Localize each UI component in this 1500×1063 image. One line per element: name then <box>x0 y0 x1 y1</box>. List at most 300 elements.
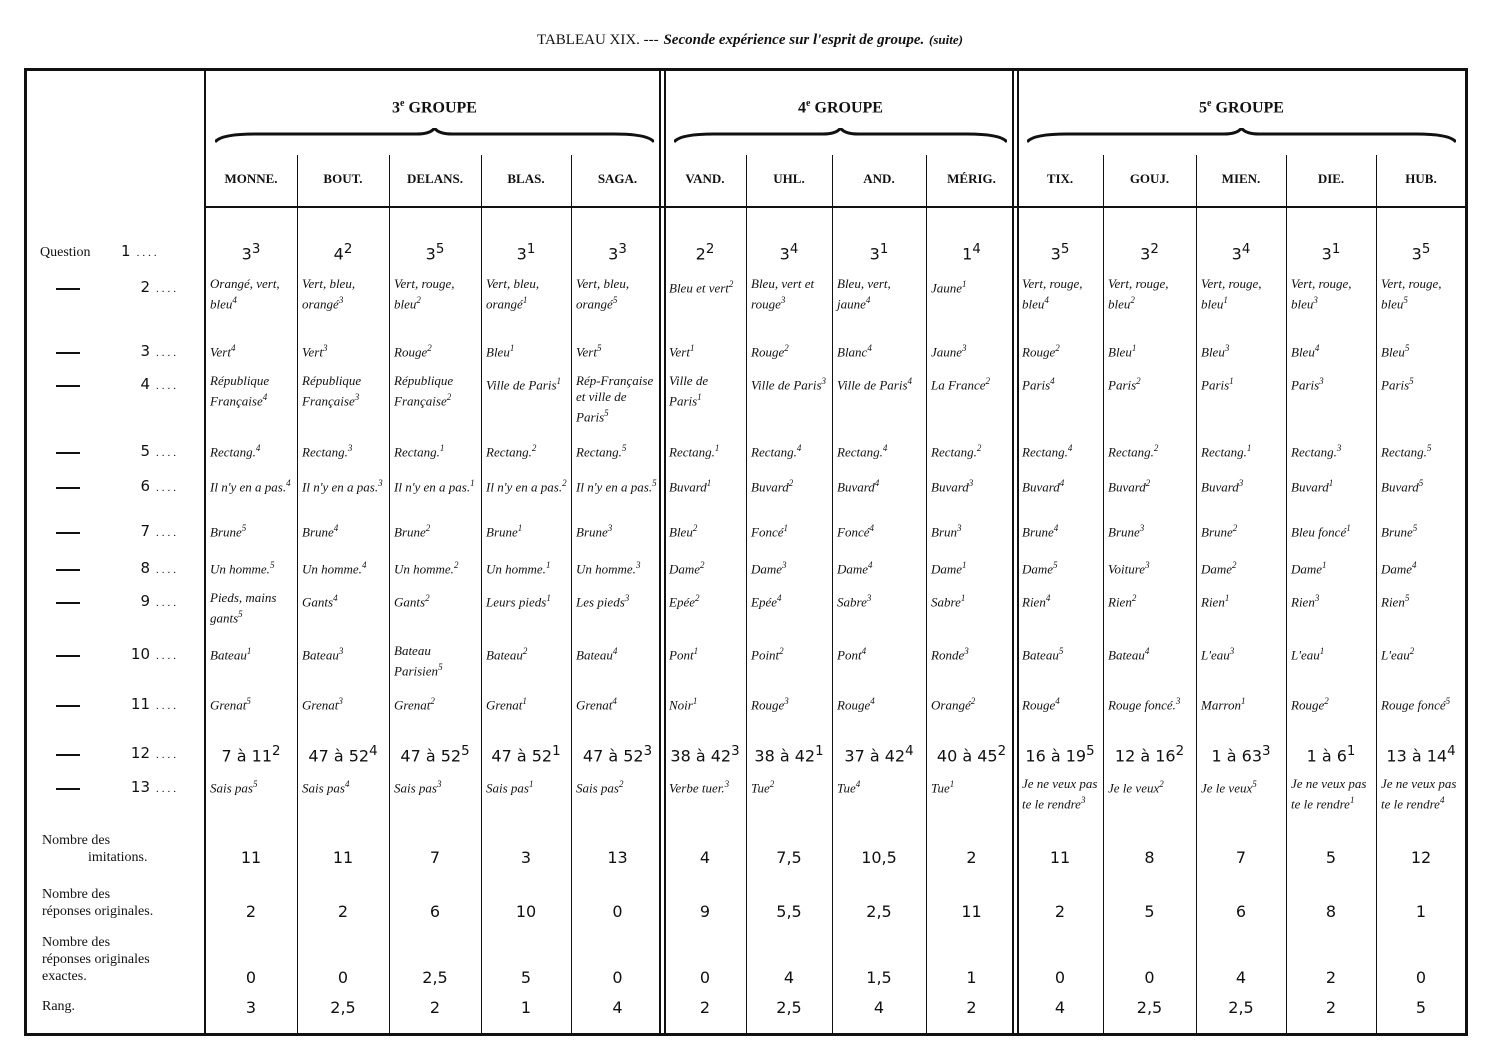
answer-text: Rectang. <box>669 444 715 460</box>
summary-value: 4 <box>1054 998 1066 1017</box>
summary-value: 7,5 <box>776 848 802 867</box>
answer-cell <box>486 643 568 663</box>
answer-cell <box>751 440 829 460</box>
answer-rank: 1 <box>960 593 966 603</box>
answer-cell <box>926 242 1017 263</box>
answer-cell <box>576 373 661 425</box>
answer-text: Vert, bleu, orangé <box>486 276 540 312</box>
answer-text: Rectang. <box>210 444 256 460</box>
answer-rank: 2 <box>446 392 452 402</box>
answer-text: Bateau <box>1022 647 1059 663</box>
answer-cell <box>751 276 829 312</box>
summary-value: 6 <box>429 902 441 921</box>
answer-cell <box>1108 276 1193 312</box>
answer-cell <box>931 643 1014 663</box>
answer-cell <box>746 744 832 765</box>
answer-text: Voiture <box>1108 561 1146 577</box>
answer-text: Sais pas <box>486 780 529 796</box>
answer-cell <box>486 590 568 610</box>
answer-text: Dame <box>1381 561 1413 577</box>
answer-rank: 4 <box>232 295 237 305</box>
answer-text: 47 à 52 <box>491 746 553 766</box>
group-title-4 <box>664 98 1017 117</box>
answer-cell <box>1108 693 1193 713</box>
answer-cell <box>394 340 478 360</box>
answer-text: Ronde <box>931 647 965 663</box>
summary-label-line: réponses originales <box>42 952 150 967</box>
answer-rank: 1 <box>439 443 445 453</box>
answer-cell <box>1291 520 1373 540</box>
answer-text: Rien <box>1108 594 1132 610</box>
group-brace <box>674 128 1007 144</box>
answer-rank: 2 <box>976 443 982 453</box>
column-header: SAGA. <box>597 171 638 186</box>
answer-text: Bleu <box>669 524 693 540</box>
answer-text: 3 <box>425 244 436 264</box>
leader-dots: .... <box>156 700 179 712</box>
column-header: DIE. <box>1317 171 1345 186</box>
leader-dots: .... <box>156 597 179 609</box>
answer-text: Grenat <box>576 697 613 713</box>
answer-rank: 2 <box>1324 696 1329 706</box>
answer-rank: 3 <box>618 242 627 257</box>
answer-cell <box>302 440 386 460</box>
answer-cell <box>931 590 1014 610</box>
answer-rank: 2 <box>1232 560 1237 570</box>
answer-rank: 2 <box>425 523 431 533</box>
answer-text: Bateau <box>1108 647 1145 663</box>
answer-cell <box>1201 276 1283 312</box>
answer-cell <box>837 340 923 360</box>
answer-text: Buvard <box>1381 479 1419 495</box>
summary-value: 0 <box>245 968 257 987</box>
answer-rank: 3 <box>964 646 969 656</box>
answer-text: 2 <box>695 244 706 264</box>
group-divider-right-b <box>1017 70 1019 1034</box>
answer-text: Les pieds <box>576 594 625 610</box>
summary-value: 7 <box>1235 848 1247 867</box>
answer-text: 47 à 52 <box>582 746 644 766</box>
answer-rank: 2 <box>1055 343 1060 353</box>
summary-row-label <box>42 832 202 866</box>
answer-cell <box>302 520 386 540</box>
answer-text: Buvard <box>837 479 875 495</box>
answer-rank: 1 <box>962 279 967 289</box>
answer-text: Vert <box>210 344 231 360</box>
answer-cell <box>837 643 923 663</box>
answer-rank: 5 <box>241 523 247 533</box>
leader-dots: .... <box>156 749 179 761</box>
answer-text: 38 à 42 <box>754 746 816 766</box>
answer-rank: 2 <box>1175 744 1185 759</box>
answer-text: Epée <box>751 594 777 610</box>
answer-rank: 1 <box>949 779 955 789</box>
answer-cell <box>931 776 1014 796</box>
answer-cell <box>669 340 743 360</box>
answer-cell <box>486 557 568 577</box>
answer-text: Il n'y en a pas. <box>210 479 287 495</box>
answer-rank: 2 <box>1153 443 1159 453</box>
answer-text: Marron <box>1201 697 1241 713</box>
question-row-label <box>40 342 179 361</box>
answer-text: Paris <box>1108 377 1137 393</box>
answer-cell <box>210 276 294 312</box>
answer-text: Buvard <box>751 479 789 495</box>
question-word: Question <box>40 245 91 260</box>
answer-cell <box>1022 643 1100 663</box>
answer-cell <box>486 475 568 495</box>
answer-text: Dame <box>669 561 701 577</box>
answer-text: Orangé <box>931 697 971 713</box>
answer-cell <box>481 242 571 263</box>
header-bottom-rule <box>205 206 1467 208</box>
answer-cell <box>1381 475 1463 495</box>
summary-value: 2 <box>245 902 257 921</box>
answer-rank: 3 <box>251 242 261 257</box>
answer-rank: 1 <box>693 646 699 656</box>
answer-cell <box>394 520 478 540</box>
answer-rank: 1 <box>706 478 712 488</box>
answer-rank: 2 <box>562 478 567 488</box>
answer-rank: 3 <box>1314 593 1320 603</box>
answer-cell <box>751 520 829 540</box>
answer-cell <box>1108 440 1193 460</box>
answer-rank: 4 <box>1045 593 1051 603</box>
answer-rank: 4 <box>865 295 871 305</box>
question-number: 10 <box>130 645 150 663</box>
answer-text: Vert, rouge, bleu <box>1022 276 1083 312</box>
answer-text: Rép-Française et ville de Paris <box>576 373 654 425</box>
answer-text: Ville de Paris <box>837 377 908 393</box>
answer-cell <box>302 557 386 577</box>
question-number: 13 <box>130 778 150 796</box>
answer-cell <box>389 242 481 263</box>
question-row-label <box>40 592 179 611</box>
summary-label-line: Rang. <box>42 999 76 1014</box>
answer-rank: 5 <box>1403 295 1408 305</box>
answer-text: Un homme. <box>486 561 546 577</box>
answer-rank: 3 <box>1238 478 1244 488</box>
answer-text: Il n'y en a pas. <box>486 479 563 495</box>
answer-text: Sais pas <box>394 780 437 796</box>
answer-cell <box>1022 590 1100 610</box>
ditto-dash <box>56 487 80 489</box>
answer-rank: 4 <box>1044 295 1049 305</box>
leader-dots: .... <box>156 650 179 662</box>
answer-cell <box>751 590 829 610</box>
answer-rank: 2 <box>1150 242 1159 257</box>
answer-rank: 2 <box>1136 376 1141 386</box>
summary-value: 3 <box>520 848 532 867</box>
answer-rank: 4 <box>869 523 874 533</box>
answer-rank: 3 <box>821 376 827 386</box>
answer-cell <box>1201 693 1283 713</box>
answer-cell <box>1381 693 1463 713</box>
answer-cell <box>1201 475 1283 495</box>
answer-text: Leurs pieds <box>486 594 547 610</box>
answer-text: 47 à 52 <box>400 746 462 766</box>
answer-rank: 5 <box>1421 242 1431 257</box>
answer-cell <box>210 557 294 577</box>
question-number: 8 <box>140 559 150 577</box>
answer-cell <box>1291 440 1373 460</box>
answer-rank: 5 <box>269 560 275 570</box>
answer-text: Bleu et vert <box>669 280 729 296</box>
answer-text: Ville de Paris <box>751 377 822 393</box>
answer-rank: 1 <box>246 646 252 656</box>
answer-cell <box>302 590 386 610</box>
answer-text: Buvard <box>1022 479 1060 495</box>
answer-text: Foncé <box>751 524 784 540</box>
answer-text: Bleu <box>486 344 510 360</box>
summary-row-label <box>42 934 202 985</box>
answer-text: 3 <box>241 244 252 264</box>
answer-rank: 4 <box>286 478 291 488</box>
answer-cell <box>832 242 926 263</box>
answer-text: Pieds, mains gants <box>210 590 277 626</box>
summary-value: 1,5 <box>866 968 892 987</box>
answer-text: Rectang. <box>837 444 883 460</box>
answer-text: 3 <box>1140 244 1151 264</box>
group-divider-right-a <box>1012 70 1014 1034</box>
answer-rank: 5 <box>604 408 609 418</box>
answer-rank: 3 <box>724 779 730 789</box>
answer-rank: 2 <box>531 443 537 453</box>
answer-cell <box>1022 776 1100 812</box>
ditto-dash <box>56 385 80 387</box>
group-word: GROUPE <box>810 99 883 117</box>
answer-text: Vert, bleu, orangé <box>576 276 630 312</box>
answer-rank: 1 <box>1349 795 1355 805</box>
leader-dots: .... <box>156 347 179 359</box>
answer-text: Bleu <box>1108 344 1132 360</box>
answer-rank: 4 <box>1241 242 1251 257</box>
answer-cell <box>576 557 661 577</box>
ditto-dash <box>56 655 80 657</box>
answer-rank: 4 <box>905 744 914 759</box>
answer-text: Sabre <box>931 594 961 610</box>
answer-rank: 4 <box>776 593 782 603</box>
answer-cell <box>210 520 294 540</box>
answer-cell <box>1291 475 1373 495</box>
answer-text: 3 <box>516 244 527 264</box>
summary-value: 0 <box>612 968 623 987</box>
summary-label-line: Nombre des <box>42 833 111 848</box>
answer-rank: 5 <box>1404 343 1410 353</box>
answer-rank: 3 <box>643 744 653 759</box>
answer-cell <box>1108 643 1193 663</box>
group-number: 4 <box>798 99 807 117</box>
answer-text: Sais pas <box>576 780 619 796</box>
answer-cell <box>1286 242 1376 263</box>
answer-text: Vert, rouge, bleu <box>1291 276 1352 312</box>
answer-rank: 1 <box>522 295 528 305</box>
answer-rank: 2 <box>1145 478 1151 488</box>
summary-value: 2,5 <box>422 968 448 987</box>
answer-cell <box>1022 440 1100 460</box>
summary-value: 2,5 <box>866 902 892 921</box>
summary-value: 7 <box>429 848 441 867</box>
answer-text: Rien <box>1381 594 1405 610</box>
answer-text: Un homme. <box>576 561 636 577</box>
answer-text: Dame <box>751 561 783 577</box>
answer-text: Buvard <box>931 479 969 495</box>
answer-rank: 1 <box>1346 523 1351 533</box>
answer-text: 38 à 42 <box>670 746 732 766</box>
answer-cell <box>751 643 829 663</box>
answer-rank: 3 <box>347 443 353 453</box>
answer-cell <box>669 557 743 577</box>
summary-value: 4 <box>873 998 885 1017</box>
answer-cell <box>751 557 829 577</box>
answer-rank: 3 <box>731 744 740 759</box>
summary-value: 4 <box>699 848 711 867</box>
answer-rank: 5 <box>1404 593 1410 603</box>
answer-cell <box>837 693 923 713</box>
answer-text: Epée <box>669 594 695 610</box>
answer-cell <box>302 693 386 713</box>
answer-rank: 3 <box>1336 443 1342 453</box>
summary-label-line: Nombre des <box>42 935 111 950</box>
group-brace <box>215 128 654 144</box>
answer-rank: 1 <box>962 560 967 570</box>
answer-rank: 5 <box>252 779 258 789</box>
summary-value: 12 <box>1410 848 1432 867</box>
answer-rank: 2 <box>985 376 991 386</box>
answer-cell <box>1108 340 1193 360</box>
answer-cell <box>486 373 568 393</box>
answer-cell <box>1103 744 1196 765</box>
answer-text: 37 à 42 <box>844 746 906 766</box>
answer-rank: 4 <box>855 779 861 789</box>
answer-rank: 2 <box>779 646 784 656</box>
answer-text: L'eau <box>1381 647 1410 663</box>
answer-text: Rectang. <box>576 444 622 460</box>
answer-rank: 4 <box>1439 795 1445 805</box>
leader-dots: .... <box>136 247 160 259</box>
answer-text: Rien <box>1201 594 1225 610</box>
answer-rank: 4 <box>262 392 268 402</box>
answer-text: Rouge <box>1022 344 1056 360</box>
summary-value: 8 <box>1144 848 1155 867</box>
answer-text: Grenat <box>394 697 431 713</box>
answer-text: Bateau <box>486 647 523 663</box>
answer-cell <box>1381 557 1463 577</box>
question-number: 9 <box>140 592 150 610</box>
answer-cell <box>1291 340 1373 360</box>
answer-cell <box>664 744 746 765</box>
answer-text: Rectang. <box>1381 444 1427 460</box>
answer-cell <box>664 242 746 263</box>
answer-cell <box>751 340 829 360</box>
question-number: 6 <box>140 477 150 495</box>
answer-cell <box>297 242 389 263</box>
answer-text: 3 <box>608 244 619 264</box>
leader-dots: .... <box>156 283 179 295</box>
answer-cell <box>1201 643 1283 663</box>
answer-text: Il n'y en a pas. <box>394 479 471 495</box>
answer-cell <box>669 520 743 540</box>
answer-rank: 2 <box>970 696 976 706</box>
answer-cell <box>1381 373 1463 393</box>
answer-cell <box>1201 520 1283 540</box>
answer-text: République Française <box>302 373 362 409</box>
answer-text: Vert <box>576 344 597 360</box>
summary-value: 4 <box>1235 968 1247 987</box>
answer-cell <box>576 340 661 360</box>
answer-cell <box>486 776 568 796</box>
summary-value: 5 <box>1144 902 1155 921</box>
answer-rank: 2 <box>705 242 715 257</box>
answer-cell <box>576 693 661 713</box>
leader-dots: .... <box>156 564 179 576</box>
answer-text: 4 <box>333 244 344 264</box>
question-row-label <box>40 375 179 394</box>
answer-rank: 2 <box>728 279 734 289</box>
answer-text: Brune <box>1022 524 1054 540</box>
summary-value: 2,5 <box>776 998 802 1017</box>
summary-value: 5 <box>520 968 532 987</box>
answer-rank: 4 <box>1053 523 1059 533</box>
answer-cell <box>302 475 386 495</box>
answer-text: 7 à 11 <box>221 746 273 766</box>
answer-text: Buvard <box>1291 479 1329 495</box>
answer-rank: 1 <box>1240 696 1246 706</box>
summary-row-label <box>42 886 202 920</box>
ditto-dash <box>56 352 80 354</box>
answer-cell <box>394 693 478 713</box>
answer-text: Bleu <box>1201 344 1225 360</box>
answer-rank: 5 <box>1053 560 1058 570</box>
answer-rank: 1 <box>1328 478 1334 488</box>
ditto-dash <box>56 602 80 604</box>
column-header: MÉRIG. <box>947 171 996 186</box>
question-row-label <box>40 645 179 664</box>
group-ordinal: e <box>806 98 811 109</box>
summary-value: 11 <box>961 902 982 921</box>
summary-label-line: imitations. <box>88 850 148 865</box>
answer-text: Pont <box>837 647 862 663</box>
answer-text: L'eau <box>1291 647 1320 663</box>
answer-rank: 2 <box>1131 593 1137 603</box>
question-row-label <box>40 522 179 541</box>
ditto-dash <box>56 288 80 290</box>
title-label: TABLEAU XIX. --- <box>536 32 659 48</box>
answer-text: Gants <box>394 594 426 610</box>
answer-rank: 4 <box>972 242 981 257</box>
answer-cell <box>1108 373 1193 393</box>
answer-cell <box>1201 340 1283 360</box>
answer-text: 1 à 6 <box>1306 746 1347 766</box>
answer-text: Dame <box>837 561 869 577</box>
answer-rank: 1 <box>697 392 702 402</box>
answer-cell <box>1291 776 1373 812</box>
question-row-label <box>40 744 179 763</box>
answer-text: Buvard <box>669 479 707 495</box>
answer-text: Je ne veux pas te le rendre <box>1022 776 1098 812</box>
answer-cell <box>1291 693 1373 713</box>
answer-cell <box>394 276 478 312</box>
answer-text: Buvard <box>1201 479 1239 495</box>
question-row-label <box>40 442 179 461</box>
summary-label-line: réponses originales. <box>42 904 154 919</box>
summary-value: 8 <box>1325 902 1337 921</box>
answer-text: Sais pas <box>210 780 253 796</box>
summary-value: 2,5 <box>330 998 356 1017</box>
answer-rank: 3 <box>1139 523 1145 533</box>
answer-text: Rouge <box>1022 697 1056 713</box>
answer-text: 13 à 14 <box>1386 746 1448 766</box>
